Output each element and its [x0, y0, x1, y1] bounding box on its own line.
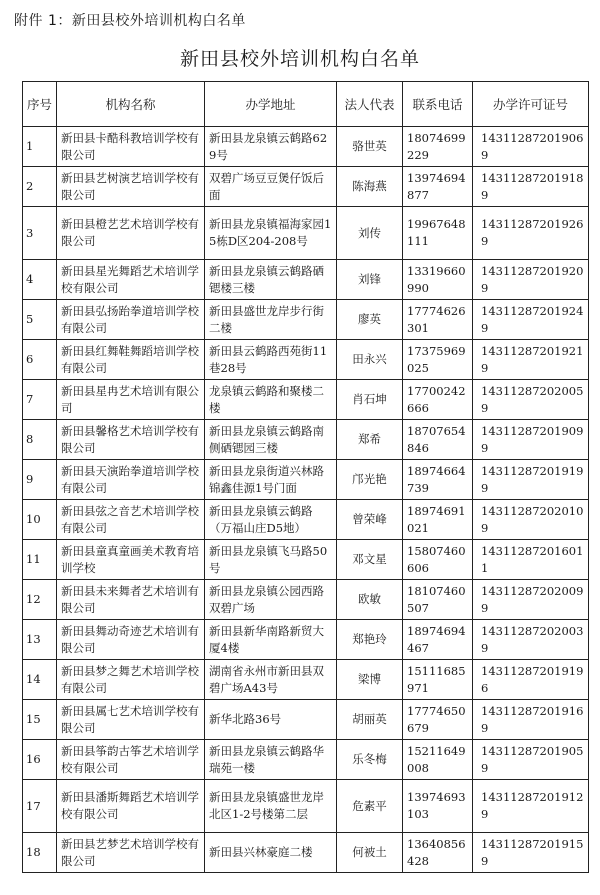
column-header-license: 办学许可证号	[473, 82, 589, 127]
row-index: 2	[23, 167, 57, 207]
license-number: 143112872019159	[473, 833, 589, 873]
phone: 15211649008	[403, 740, 473, 780]
address: 新田县龙泉镇云鹤路南侧硒锶园三楼	[205, 420, 337, 460]
table-row	[23, 540, 589, 580]
row-index: 16	[23, 740, 57, 780]
table-row	[23, 500, 589, 540]
phone: 15807460606	[403, 540, 473, 580]
table-row	[23, 700, 589, 740]
table-row	[23, 167, 589, 207]
table-row	[23, 660, 589, 700]
institution-name: 新田县馨格艺术培训学校有限公司	[57, 420, 205, 460]
phone: 18974694467	[403, 620, 473, 660]
row-index: 5	[23, 300, 57, 340]
institution-name: 新田县星光舞蹈艺术培训学校有限公司	[57, 260, 205, 300]
address: 新田县龙泉镇公园西路双碧广场	[205, 580, 337, 620]
column-header-address: 办学地址	[205, 82, 337, 127]
legal-rep: 邝光艳	[337, 460, 403, 500]
institution-name: 新田县属七艺术培训学校有限公司	[57, 700, 205, 740]
row-index: 3	[23, 207, 57, 260]
legal-rep: 邓文星	[337, 540, 403, 580]
institution-name: 新田县弦之音艺术培训学校有限公司	[57, 500, 205, 540]
institution-name: 新田县天演跆拳道培训学校有限公司	[57, 460, 205, 500]
row-index: 9	[23, 460, 57, 500]
address: 新华北路36号	[205, 700, 337, 740]
institution-name: 新田县潘斯舞蹈艺术培训学校有限公司	[57, 780, 205, 833]
table-row	[23, 620, 589, 660]
institution-name: 新田县星冉艺术培训有限公司	[57, 380, 205, 420]
row-index: 7	[23, 380, 57, 420]
institution-name: 新田县橙艺艺术培训学校有限公司	[57, 207, 205, 260]
table-row	[23, 207, 589, 260]
address: 新田县龙泉镇飞马路50号	[205, 540, 337, 580]
legal-rep: 廖英	[337, 300, 403, 340]
row-index: 4	[23, 260, 57, 300]
address: 新田县龙泉镇云鹤路华瑞苑一楼	[205, 740, 337, 780]
row-index: 15	[23, 700, 57, 740]
column-header-name: 机构名称	[57, 82, 205, 127]
phone: 18074699229	[403, 127, 473, 167]
table-row	[23, 380, 589, 420]
address: 新田县龙泉镇云鹤路629号	[205, 127, 337, 167]
license-number: 143112872020099	[473, 580, 589, 620]
phone: 15111685971	[403, 660, 473, 700]
legal-rep: 曾荣峰	[337, 500, 403, 540]
license-number: 143112872020059	[473, 380, 589, 420]
phone: 19967648111	[403, 207, 473, 260]
license-number: 143112872019196	[473, 660, 589, 700]
phone: 18974664739	[403, 460, 473, 500]
address: 新田县龙泉镇云鹤路（万福山庄D5地）	[205, 500, 337, 540]
address: 双碧广场豆豆煲仔饭后面	[205, 167, 337, 207]
legal-rep: 骆世英	[337, 127, 403, 167]
legal-rep: 肖石坤	[337, 380, 403, 420]
attachment-label: 附件 1：新田县校外培训机构白名单	[14, 13, 246, 29]
institution-name: 新田县艺梦艺术培训学校有限公司	[57, 833, 205, 873]
institution-name: 新田县红舞鞋舞蹈培训学校有限公司	[57, 340, 205, 380]
table-row	[23, 740, 589, 780]
column-header-legal-rep: 法人代表	[337, 82, 403, 127]
license-number: 143112872016011	[473, 540, 589, 580]
row-index: 6	[23, 340, 57, 380]
row-index: 12	[23, 580, 57, 620]
row-index: 14	[23, 660, 57, 700]
license-number: 143112872019059	[473, 740, 589, 780]
institution-name: 新田县弘扬跆拳道培训学校有限公司	[57, 300, 205, 340]
phone: 17375969025	[403, 340, 473, 380]
address: 湖南省永州市新田县双碧广场A43号	[205, 660, 337, 700]
phone: 18107460507	[403, 580, 473, 620]
address: 新田县龙泉镇盛世龙岸北区1-2号楼第二层	[205, 780, 337, 833]
address: 龙泉镇云鹤路和聚楼二楼	[205, 380, 337, 420]
table-row	[23, 340, 589, 380]
row-index: 8	[23, 420, 57, 460]
institution-name: 新田县未来舞者艺术培训有限公司	[57, 580, 205, 620]
license-number: 143112872019069	[473, 127, 589, 167]
phone: 17774626301	[403, 300, 473, 340]
license-number: 143112872020109	[473, 500, 589, 540]
table-row	[23, 460, 589, 500]
legal-rep: 刘锋	[337, 260, 403, 300]
institution-name: 新田县梦之舞艺术培训学校有限公司	[57, 660, 205, 700]
legal-rep: 乐冬梅	[337, 740, 403, 780]
row-index: 18	[23, 833, 57, 873]
address: 新田县盛世龙岸步行街二楼	[205, 300, 337, 340]
row-index: 10	[23, 500, 57, 540]
legal-rep: 梁博	[337, 660, 403, 700]
institution-name: 新田县筝韵古筝艺术培训学校有限公司	[57, 740, 205, 780]
phone: 17774650679	[403, 700, 473, 740]
phone: 13974694877	[403, 167, 473, 207]
address: 新田县龙泉镇云鹤路硒锶楼三楼	[205, 260, 337, 300]
address: 新田县新华南路新贸大厦4楼	[205, 620, 337, 660]
license-number: 143112872020039	[473, 620, 589, 660]
legal-rep: 田永兴	[337, 340, 403, 380]
legal-rep: 郑希	[337, 420, 403, 460]
table-row	[23, 127, 589, 167]
row-index: 17	[23, 780, 57, 833]
legal-rep: 何被土	[337, 833, 403, 873]
phone: 18974691021	[403, 500, 473, 540]
license-number: 143112872019129	[473, 780, 589, 833]
column-header-phone: 联系电话	[403, 82, 473, 127]
license-number: 143112872019189	[473, 167, 589, 207]
phone: 13319660990	[403, 260, 473, 300]
phone: 17700242666	[403, 380, 473, 420]
phone: 13640856428	[403, 833, 473, 873]
address: 新田县龙泉街道兴林路锦鑫佳源1号门面	[205, 460, 337, 500]
table-header-row	[23, 82, 589, 127]
table-row	[23, 580, 589, 620]
address: 新田县云鹤路西苑街11巷28号	[205, 340, 337, 380]
license-number: 143112872019219	[473, 340, 589, 380]
document-title: 新田县校外培训机构白名单	[179, 48, 420, 70]
license-number: 143112872019269	[473, 207, 589, 260]
phone: 13974693103	[403, 780, 473, 833]
phone: 18707654846	[403, 420, 473, 460]
institution-name: 新田县艺树演艺培训学校有限公司	[57, 167, 205, 207]
address: 新田县龙泉镇福海家园15栋D区204-208号	[205, 207, 337, 260]
legal-rep: 危素平	[337, 780, 403, 833]
legal-rep: 胡丽英	[337, 700, 403, 740]
column-header-index: 序号	[23, 82, 57, 127]
institution-name: 新田县舞动奇迹艺术培训有限公司	[57, 620, 205, 660]
legal-rep: 郑艳玲	[337, 620, 403, 660]
license-number: 143112872019099	[473, 420, 589, 460]
license-number: 143112872019199	[473, 460, 589, 500]
table-row	[23, 260, 589, 300]
row-index: 13	[23, 620, 57, 660]
row-index: 11	[23, 540, 57, 580]
legal-rep: 刘传	[337, 207, 403, 260]
institution-name: 新田县童真童画美术教育培训学校	[57, 540, 205, 580]
license-number: 143112872019209	[473, 260, 589, 300]
license-number: 143112872019169	[473, 700, 589, 740]
whitelist-table	[22, 81, 589, 873]
legal-rep: 欧敏	[337, 580, 403, 620]
license-number: 143112872019249	[473, 300, 589, 340]
table-row	[23, 300, 589, 340]
legal-rep: 陈海燕	[337, 167, 403, 207]
table-row	[23, 420, 589, 460]
table-row	[23, 780, 589, 833]
address: 新田县兴林豪庭二楼	[205, 833, 337, 873]
institution-name: 新田县卡酷科教培训学校有限公司	[57, 127, 205, 167]
row-index: 1	[23, 127, 57, 167]
table-row	[23, 833, 589, 873]
